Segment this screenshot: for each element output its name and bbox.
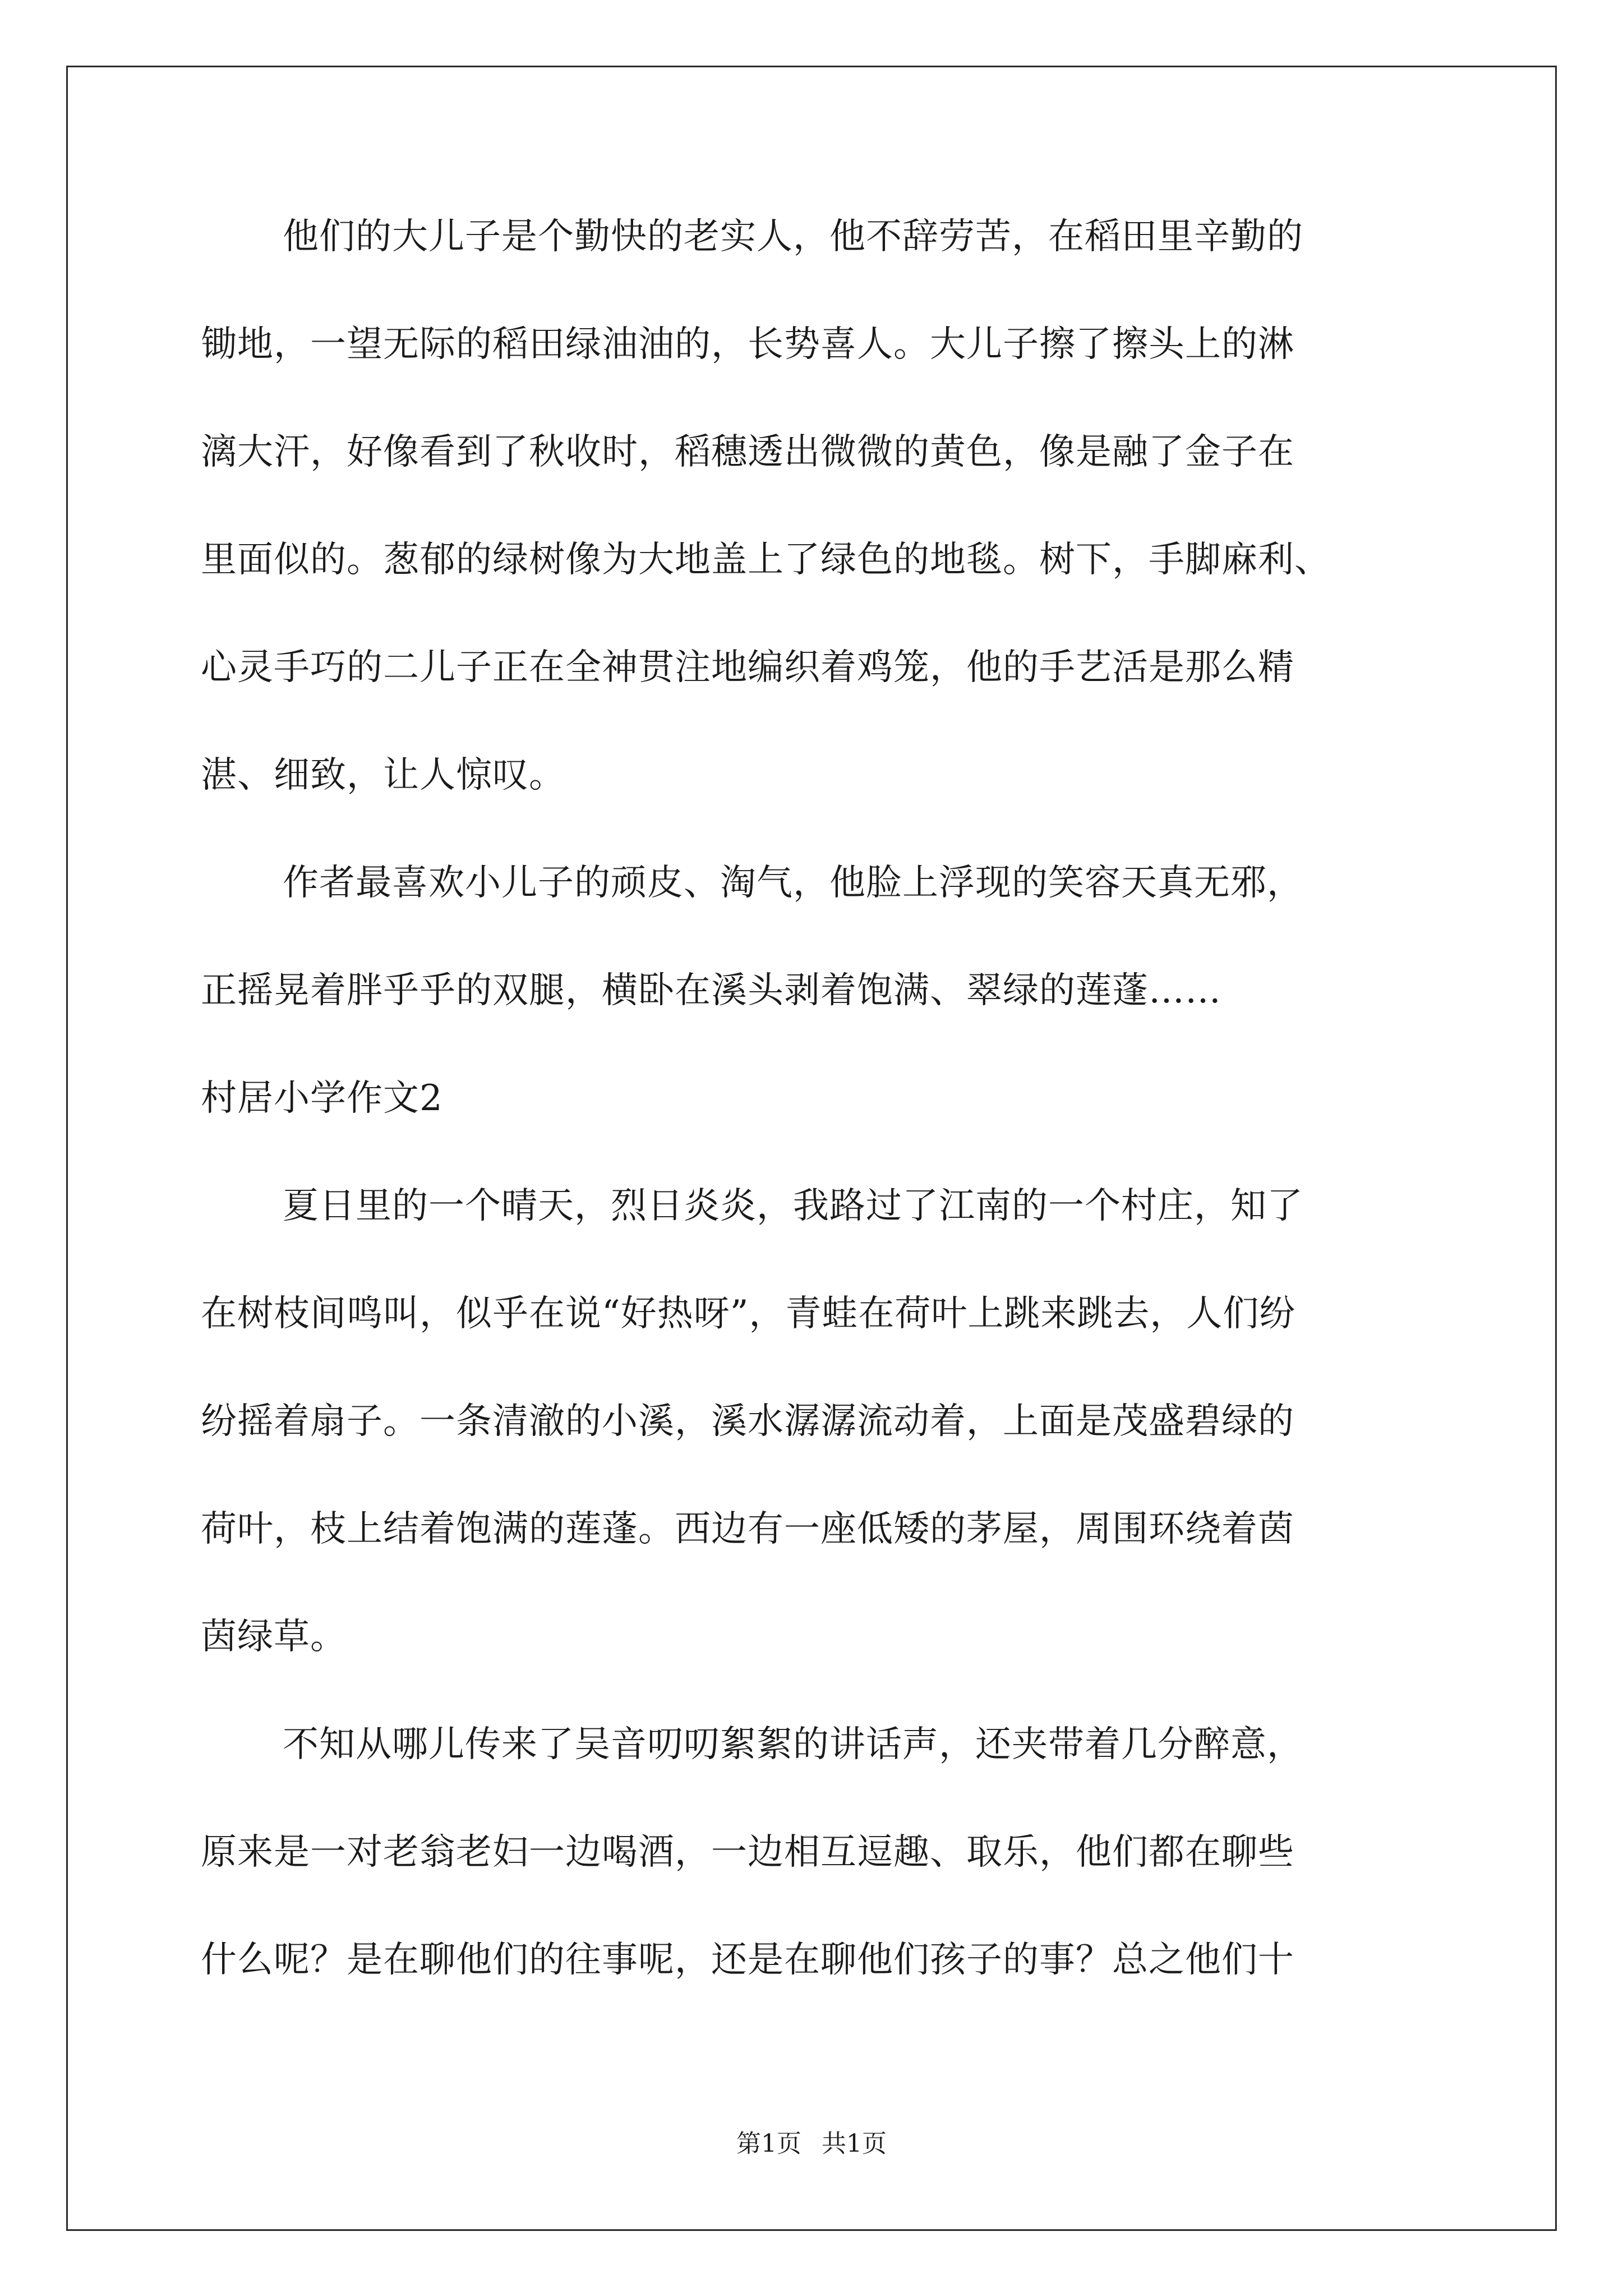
- paragraph-line: 在树枝间鸣叫，似乎在说“好热呀”，青蛙在荷叶上跳来跳去，人们纷: [201, 1293, 1296, 1335]
- page-footer: [0, 2129, 1623, 2158]
- page-number-total: 共1页: [822, 2129, 887, 2158]
- paragraph-line: 里面似的。葱郁的绿树像为大地盖上了绿色的地毯。树下，手脚麻利、: [201, 539, 1331, 581]
- paragraph-line: 湛、细致，让人惊叹。: [201, 754, 565, 796]
- paragraph-line: 夏日里的一个晴天，烈日炎炎，我路过了江南的一个村庄，知了: [283, 1185, 1303, 1227]
- paragraph-line: 茵绿草。: [201, 1616, 347, 1658]
- paragraph-line: 正摇晃着胖乎乎的双腿，横卧在溪头剥着饱满、翠绿的莲蓬……: [201, 970, 1221, 1011]
- paragraph-line: 荷叶，枝上结着饱满的莲蓬。西边有一座低矮的茅屋，周围环绕着茵: [201, 1508, 1294, 1550]
- paragraph-line: 他们的大儿子是个勤快的老实人，他不辞劳苦，在稻田里辛勤的: [283, 216, 1303, 257]
- section-heading: 村居小学作文2: [201, 1078, 443, 1119]
- paragraph-line: 原来是一对老翁老妇一边喝酒，一边相互逗趣、取乐，他们都在聊些: [201, 1832, 1294, 1873]
- paragraph-line: 什么呢？是在聊他们的往事呢，还是在聊他们孩子的事？总之他们十: [201, 1939, 1294, 1981]
- paragraph-line: 作者最喜欢小儿子的顽皮、淘气，他脸上浮现的笑容天真无邪，: [283, 862, 1303, 904]
- document-body: [201, 216, 1468, 2050]
- paragraph-line: 漓大汗，好像看到了秋收时，稻穗透出微微的黄色，像是融了金子在: [201, 431, 1294, 473]
- paragraph-line: 不知从哪儿传来了吴音叨叨絮絮的讲话声，还夹带着几分醉意，: [283, 1724, 1303, 1765]
- paragraph-line: 锄地，一望无际的稻田绿油油的，长势喜人。大儿子擦了擦头上的淋: [201, 324, 1294, 365]
- paragraph-line: 纷摇着扇子。一条清澈的小溪，溪水潺潺流动着，上面是茂盛碧绿的: [201, 1401, 1294, 1442]
- page-number-current: 第1页: [736, 2129, 801, 2158]
- paragraph-line: 心灵手巧的二儿子正在全神贯注地编织着鸡笼，他的手艺活是那么精: [201, 647, 1294, 688]
